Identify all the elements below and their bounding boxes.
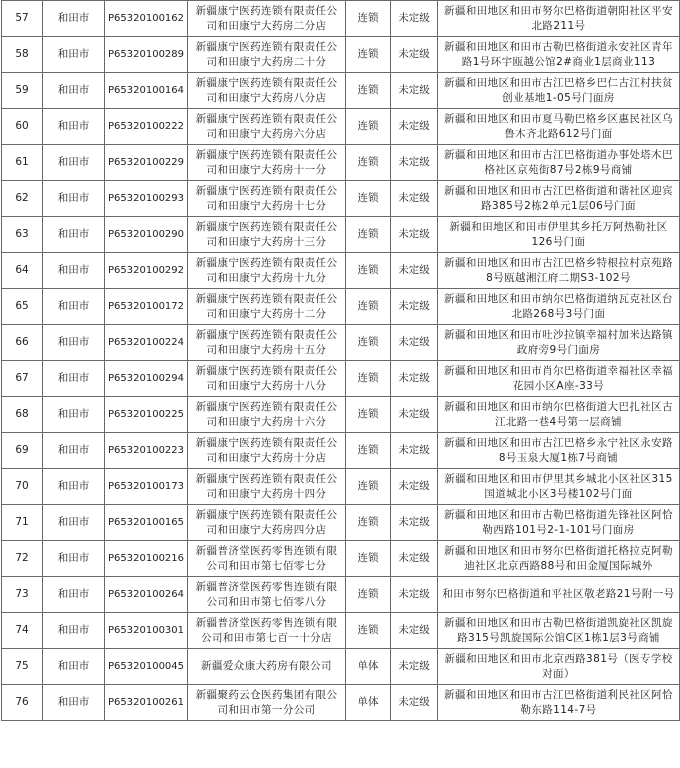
- level-cell: 未定级: [391, 505, 438, 541]
- city-cell: 和田市: [43, 649, 105, 685]
- row-number: 65: [2, 289, 43, 325]
- code-cell: P65320100165: [105, 505, 188, 541]
- row-number: 61: [2, 145, 43, 181]
- address-cell: 新疆和田地区和田市夏马勒巴格乡区惠民社区乌鲁木齐北路612号门面: [438, 109, 680, 145]
- level-cell: 未定级: [391, 325, 438, 361]
- row-number: 73: [2, 577, 43, 613]
- type-cell: 连锁: [346, 361, 391, 397]
- type-cell: 连锁: [346, 145, 391, 181]
- table-row: [2, 289, 680, 325]
- table-row: [2, 37, 680, 73]
- name-cell: 新疆普济堂医药零售连锁有限公司和田市第七百一十分店: [188, 613, 346, 649]
- table-row: [2, 361, 680, 397]
- code-cell: P65320100216: [105, 541, 188, 577]
- table-row: [2, 1, 680, 37]
- code-cell: P65320100223: [105, 433, 188, 469]
- name-cell: 新疆康宁医药连锁有限责任公司和田康宁大药房十八分: [188, 361, 346, 397]
- type-cell: 连锁: [346, 37, 391, 73]
- type-cell: 连锁: [346, 73, 391, 109]
- code-cell: P65320100224: [105, 325, 188, 361]
- name-cell: 新疆普济堂医药零售连锁有限公司和田市第七佰零七分: [188, 541, 346, 577]
- level-cell: 未定级: [391, 361, 438, 397]
- level-cell: 未定级: [391, 397, 438, 433]
- code-cell: P65320100225: [105, 397, 188, 433]
- row-number: 63: [2, 217, 43, 253]
- city-cell: 和田市: [43, 145, 105, 181]
- city-cell: 和田市: [43, 613, 105, 649]
- table-row: [2, 577, 680, 613]
- type-cell: 连锁: [346, 289, 391, 325]
- code-cell: P65320100293: [105, 181, 188, 217]
- row-number: 69: [2, 433, 43, 469]
- level-cell: 未定级: [391, 541, 438, 577]
- code-cell: P65320100173: [105, 469, 188, 505]
- level-cell: 未定级: [391, 253, 438, 289]
- name-cell: 新疆康宁医药连锁有限责任公司和田康宁大药房十一分: [188, 145, 346, 181]
- address-cell: 新疆和田地区和田市古江巴格乡特根拉村京苑路8号瓯越湘江府二期S3-102号: [438, 253, 680, 289]
- level-cell: 未定级: [391, 1, 438, 37]
- code-cell: P65320100229: [105, 145, 188, 181]
- city-cell: 和田市: [43, 469, 105, 505]
- city-cell: 和田市: [43, 181, 105, 217]
- type-cell: 连锁: [346, 1, 391, 37]
- address-cell: 新疆和田地区和田市古勒巴格街道永安社区青年路1号环宇瓯越公馆2#商业1层商业113: [438, 37, 680, 73]
- name-cell: 新疆康宁医药连锁有限责任公司和田康宁大药房十七分: [188, 181, 346, 217]
- level-cell: 未定级: [391, 577, 438, 613]
- row-number: 75: [2, 649, 43, 685]
- level-cell: 未定级: [391, 685, 438, 721]
- row-number: 62: [2, 181, 43, 217]
- level-cell: 未定级: [391, 469, 438, 505]
- table-row: [2, 397, 680, 433]
- name-cell: 新疆普济堂医药零售连锁有限公司和田市第七佰零八分: [188, 577, 346, 613]
- row-number: 66: [2, 325, 43, 361]
- type-cell: 连锁: [346, 253, 391, 289]
- table-row: [2, 649, 680, 685]
- city-cell: 和田市: [43, 433, 105, 469]
- table-row: [2, 73, 680, 109]
- type-cell: 单体: [346, 649, 391, 685]
- address-cell: 新疆和田地区和田市北京西路381号（医专学校对面）: [438, 649, 680, 685]
- name-cell: 新疆康宁医药连锁有限责任公司和田康宁大药房六分店: [188, 109, 346, 145]
- city-cell: 和田市: [43, 1, 105, 37]
- level-cell: 未定级: [391, 433, 438, 469]
- name-cell: 新疆康宁医药连锁有限责任公司和田康宁大药房十三分: [188, 217, 346, 253]
- city-cell: 和田市: [43, 325, 105, 361]
- level-cell: 未定级: [391, 649, 438, 685]
- name-cell: 新疆康宁医药连锁有限责任公司和田康宁大药房八分店: [188, 73, 346, 109]
- code-cell: P65320100162: [105, 1, 188, 37]
- address-cell: 新疆和田地区和田市伊里其乡托万阿热勒社区126号门面: [438, 217, 680, 253]
- type-cell: 连锁: [346, 469, 391, 505]
- row-number: 71: [2, 505, 43, 541]
- address-cell: 新疆和田地区和田市古勒巴格街道先锋社区阿恰勒西路101号2-1-101号门面房: [438, 505, 680, 541]
- city-cell: 和田市: [43, 397, 105, 433]
- table-row: [2, 217, 680, 253]
- name-cell: 新疆康宁医药连锁有限责任公司和田康宁大药房二十分: [188, 37, 346, 73]
- row-number: 74: [2, 613, 43, 649]
- table-row: [2, 685, 680, 721]
- address-cell: 新疆和田地区和田市古江巴格街道办事处塔木巴格社区京苑街87号2栋9号商铺: [438, 145, 680, 181]
- name-cell: 新疆康宁医药连锁有限责任公司和田康宁大药房十五分: [188, 325, 346, 361]
- row-number: 72: [2, 541, 43, 577]
- table-row: [2, 253, 680, 289]
- name-cell: 新疆聚药云仓医药集团有限公司和田市第一分公司: [188, 685, 346, 721]
- type-cell: 连锁: [346, 397, 391, 433]
- code-cell: P65320100222: [105, 109, 188, 145]
- name-cell: 新疆康宁医药连锁有限责任公司和田康宁大药房十六分: [188, 397, 346, 433]
- code-cell: P65320100301: [105, 613, 188, 649]
- address-cell: 和田市努尔巴格街道和平社区敬老路21号附一号: [438, 577, 680, 613]
- code-cell: P65320100045: [105, 649, 188, 685]
- name-cell: 新疆康宁医药连锁有限责任公司和田康宁大药房四分店: [188, 505, 346, 541]
- type-cell: 连锁: [346, 505, 391, 541]
- address-cell: 新疆和田地区和田市努尔巴格街道朝阳社区平安北路211号: [438, 1, 680, 37]
- city-cell: 和田市: [43, 289, 105, 325]
- city-cell: 和田市: [43, 253, 105, 289]
- type-cell: 连锁: [346, 181, 391, 217]
- address-cell: 新疆和田地区和田市吐沙拉镇幸福村加米达路镇政府旁9号门面房: [438, 325, 680, 361]
- code-cell: P65320100264: [105, 577, 188, 613]
- level-cell: 未定级: [391, 73, 438, 109]
- city-cell: 和田市: [43, 361, 105, 397]
- row-number: 58: [2, 37, 43, 73]
- address-cell: 新疆和田地区和田市古江巴格街道和谐社区迎宾路385号2栋2单元1层06号门面: [438, 181, 680, 217]
- table-row: [2, 325, 680, 361]
- address-cell: 新疆和田地区和田市纳尔巴格街道纳瓦克社区台北路268号3号门面: [438, 289, 680, 325]
- level-cell: 未定级: [391, 613, 438, 649]
- type-cell: 连锁: [346, 325, 391, 361]
- code-cell: P65320100261: [105, 685, 188, 721]
- city-cell: 和田市: [43, 685, 105, 721]
- address-cell: 新疆和田地区和田市肖尔巴格街道幸福社区幸福花园小区A座-33号: [438, 361, 680, 397]
- code-cell: P65320100290: [105, 217, 188, 253]
- name-cell: 新疆康宁医药连锁有限责任公司和田康宁大药房十分店: [188, 433, 346, 469]
- name-cell: 新疆康宁医药连锁有限责任公司和田康宁大药房二分店: [188, 1, 346, 37]
- row-number: 68: [2, 397, 43, 433]
- table-row: [2, 145, 680, 181]
- name-cell: 新疆康宁医药连锁有限责任公司和田康宁大药房十二分: [188, 289, 346, 325]
- city-cell: 和田市: [43, 505, 105, 541]
- address-cell: 新疆和田地区和田市古江巴格乡巴仁古江村扶贫创业基地1-05号门面房: [438, 73, 680, 109]
- address-cell: 新疆和田地区和田市古勒巴格街道凯旋社区凯旋路315号凯旋国际公馆C区1栋1层3号商铺: [438, 613, 680, 649]
- city-cell: 和田市: [43, 73, 105, 109]
- table-row: [2, 613, 680, 649]
- table-row: [2, 541, 680, 577]
- city-cell: 和田市: [43, 541, 105, 577]
- row-number: 64: [2, 253, 43, 289]
- level-cell: 未定级: [391, 109, 438, 145]
- name-cell: 新疆康宁医药连锁有限责任公司和田康宁大药房十四分: [188, 469, 346, 505]
- row-number: 59: [2, 73, 43, 109]
- type-cell: 连锁: [346, 577, 391, 613]
- address-cell: 新疆和田地区和田市古江巴格街道利民社区阿恰勒东路114-7号: [438, 685, 680, 721]
- address-cell: 新疆和田地区和田市努尔巴格街道托格拉克阿勒迪社区北京西路88号和田金厦国际城外: [438, 541, 680, 577]
- table-row: [2, 433, 680, 469]
- row-number: 76: [2, 685, 43, 721]
- code-cell: P65320100164: [105, 73, 188, 109]
- level-cell: 未定级: [391, 37, 438, 73]
- table-body: [2, 1, 680, 721]
- type-cell: 连锁: [346, 541, 391, 577]
- table-row: [2, 181, 680, 217]
- code-cell: P65320100172: [105, 289, 188, 325]
- row-number: 57: [2, 1, 43, 37]
- level-cell: 未定级: [391, 145, 438, 181]
- city-cell: 和田市: [43, 217, 105, 253]
- type-cell: 单体: [346, 685, 391, 721]
- name-cell: 新疆爱众康大药房有限公司: [188, 649, 346, 685]
- address-cell: 新疆和田地区和田市纳尔巴格街道大巴扎社区古江北路一巷4号第一层商铺: [438, 397, 680, 433]
- table-row: [2, 505, 680, 541]
- level-cell: 未定级: [391, 181, 438, 217]
- level-cell: 未定级: [391, 217, 438, 253]
- table-row: [2, 469, 680, 505]
- pharmacy-table: [1, 0, 680, 721]
- code-cell: P65320100289: [105, 37, 188, 73]
- table-row: [2, 109, 680, 145]
- city-cell: 和田市: [43, 37, 105, 73]
- city-cell: 和田市: [43, 109, 105, 145]
- row-number: 60: [2, 109, 43, 145]
- type-cell: 连锁: [346, 433, 391, 469]
- address-cell: 新疆和田地区和田市伊里其乡城北小区社区315国道城北小区3号楼102号门面: [438, 469, 680, 505]
- row-number: 67: [2, 361, 43, 397]
- name-cell: 新疆康宁医药连锁有限责任公司和田康宁大药房十九分: [188, 253, 346, 289]
- row-number: 70: [2, 469, 43, 505]
- address-cell: 新疆和田地区和田市古江巴格乡永宁社区永安路8号玉泉大厦1栋7号商铺: [438, 433, 680, 469]
- type-cell: 连锁: [346, 109, 391, 145]
- code-cell: P65320100294: [105, 361, 188, 397]
- type-cell: 连锁: [346, 613, 391, 649]
- level-cell: 未定级: [391, 289, 438, 325]
- type-cell: 连锁: [346, 217, 391, 253]
- code-cell: P65320100292: [105, 253, 188, 289]
- city-cell: 和田市: [43, 577, 105, 613]
